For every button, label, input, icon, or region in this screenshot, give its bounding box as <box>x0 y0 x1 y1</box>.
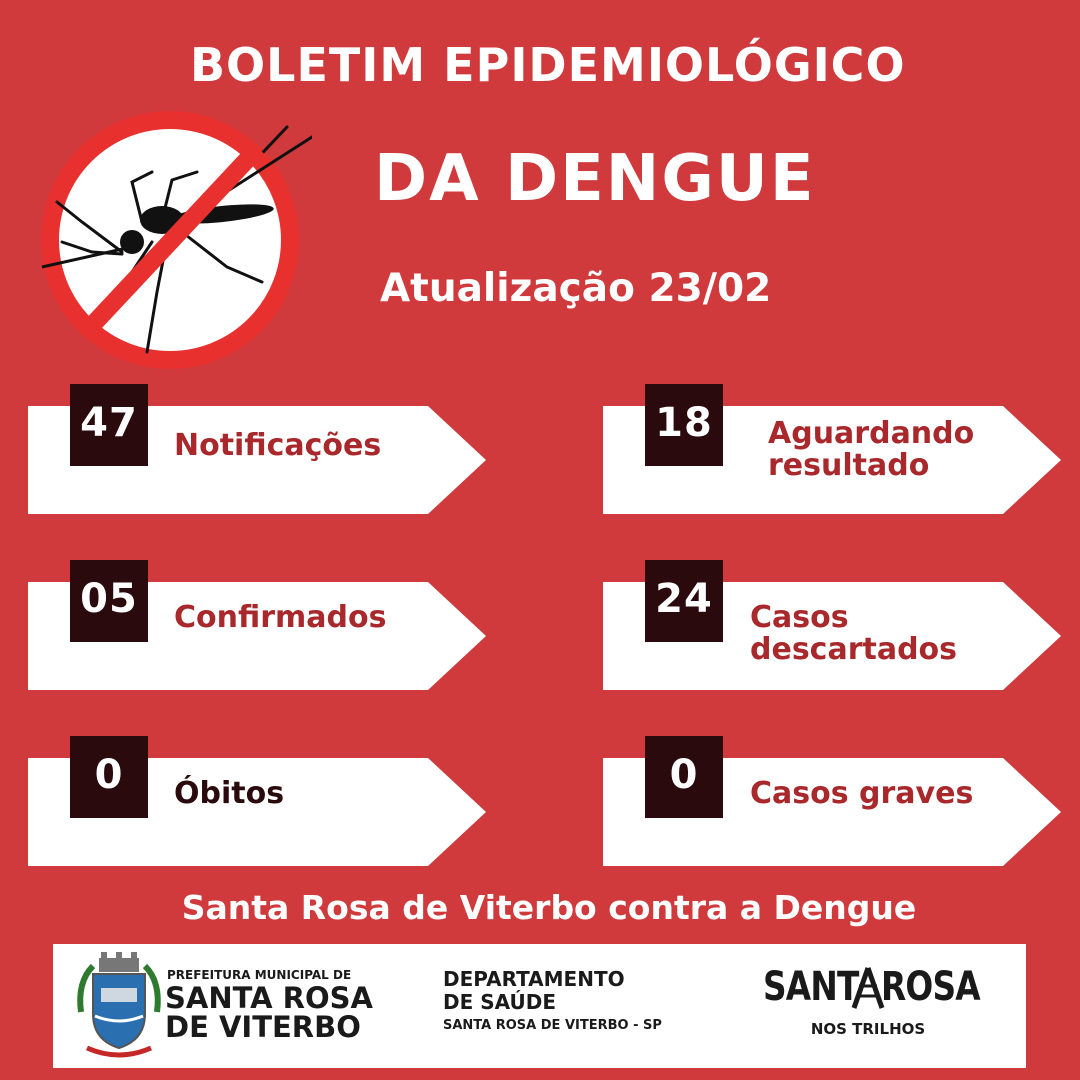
santa-rosa-nos-trilhos-logo <box>763 964 980 1052</box>
stat-label: Confirmados <box>174 600 387 635</box>
stat-label-line2: resultado <box>768 448 930 483</box>
stat-label-line1: Casos <box>750 600 849 635</box>
prefeitura-name-line2: DE VITERBO <box>165 1010 361 1044</box>
stat-number: 24 <box>645 560 723 642</box>
stat-number: 05 <box>70 560 148 642</box>
stat-label: Notificações <box>174 428 382 463</box>
prefeitura-label: PREFEITURA MUNICIPAL DE <box>167 968 352 982</box>
dept-line2: DE SAÚDE <box>443 990 556 1014</box>
slogan: Santa Rosa de Viterbo contra a Dengue <box>181 888 917 927</box>
stat-card-obitos <box>28 752 486 866</box>
stat-label: Casos graves <box>750 776 974 811</box>
dept-location: SANTA ROSA DE VITERBO - SP <box>443 1018 662 1033</box>
page-title: BOLETIM EPIDEMIOLÓGICO <box>190 38 906 92</box>
stat-number: 0 <box>70 736 148 818</box>
stat-card-notificacoes <box>28 400 486 514</box>
dept-line1: DEPARTAMENTO <box>443 967 625 991</box>
footer-logos <box>53 944 1026 1068</box>
logo-subtitle: NOS TRILHOS <box>810 1020 926 1038</box>
stat-card-descartados <box>603 576 1061 690</box>
stat-number: 47 <box>70 384 148 466</box>
municipal-crest-icon <box>73 952 165 1060</box>
page-subtitle: DA DENGUE <box>374 142 816 216</box>
stat-label: Óbitos <box>174 776 285 811</box>
track-icon <box>851 966 885 1010</box>
stat-card-casos-graves <box>603 752 1061 866</box>
stat-number: 0 <box>645 736 723 818</box>
prefeitura-name-line1: SANTA ROSA <box>165 981 373 1015</box>
stat-card-confirmados <box>28 576 486 690</box>
mosquito-prohibited-icon <box>22 102 312 372</box>
stat-number: 18 <box>645 384 723 466</box>
stat-label-line1: Aguardando <box>768 416 975 451</box>
update-date: Atualização 23/02 <box>380 266 772 311</box>
stat-label-line2: descartados <box>750 632 958 667</box>
logo-text-left: SANT <box>763 964 859 1010</box>
stat-card-aguardando <box>603 400 1061 514</box>
logo-text-right: ROSA <box>881 964 980 1010</box>
